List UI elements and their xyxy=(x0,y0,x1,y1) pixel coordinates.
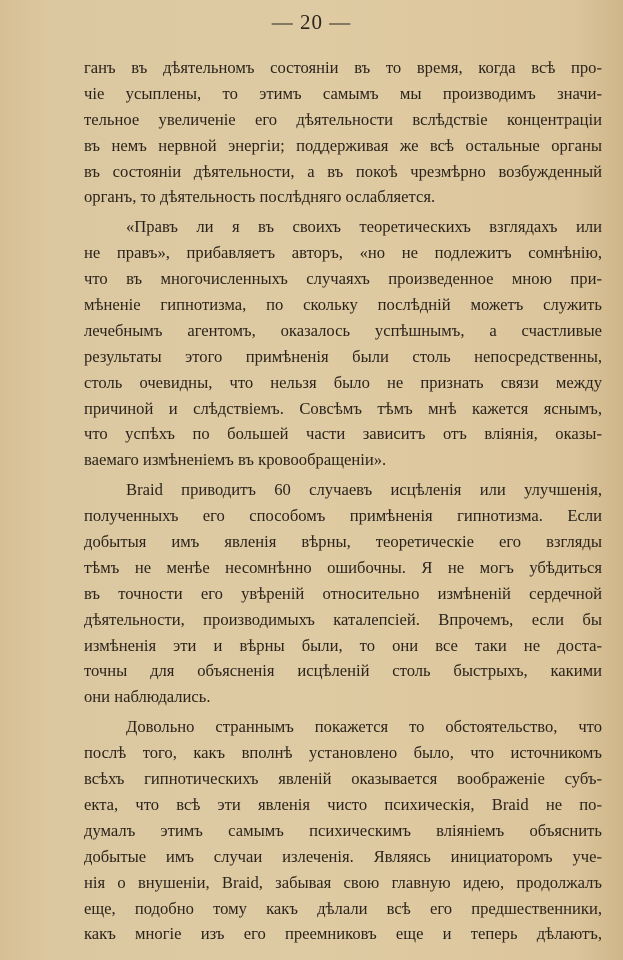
text-line: какъ многiе изъ его преемниковъ еще и теперь дѣлаютъ, xyxy=(84,924,602,944)
text-line: еще, подобно тому какъ дѣлали всѣ его предшественники, xyxy=(84,898,602,918)
text-line: измѣненiя эти и вѣрны были, то они все таки не доста- xyxy=(84,635,602,655)
text-line: добытые имъ случаи излеченiя. Являясь инициаторомъ уче- xyxy=(84,846,602,866)
text-line: что успѣхъ по большей части зависитъ отъ влiянiя, оказы- xyxy=(84,424,602,444)
text-line: не правъ», прибавляетъ авторъ, «но не подлежитъ сомнѣнiю, xyxy=(84,243,602,263)
paragraph-4 xyxy=(84,714,602,947)
text-line: думалъ этимъ самымъ психическимъ влiянiемъ объяснить xyxy=(84,820,602,840)
text-line: лечебнымъ агентомъ, оказалось успѣшнымъ, а счастливые xyxy=(84,320,602,340)
text-line: Braid приводитъ 60 случаевъ исцѣленiя или улучшенiя, xyxy=(126,480,602,500)
text-line: чiе усыплены, то этимъ самымъ мы производимъ значи- xyxy=(84,83,602,103)
text-line: въ состоянiи дѣятельности, а въ покоѣ чрезмѣрно возбужденный xyxy=(84,161,602,181)
text-line: тельное увеличенiе его дѣятельности вслѣдствiе концентрацiи xyxy=(84,109,602,129)
text-line: Довольно страннымъ покажется то обстоятельство, что xyxy=(126,717,602,737)
text-line: причиной и слѣдствiемъ. Совсѣмъ тѣмъ мнѣ кажется яснымъ, xyxy=(84,398,602,418)
page-number: — 20 — xyxy=(271,10,352,34)
text-line: добытыя имъ явленiя вѣрны, теоретическiе его взгляды xyxy=(84,532,602,552)
text-line: столь очевидны, что нельзя было не признать связи между xyxy=(84,372,602,392)
paragraph-3 xyxy=(84,477,602,710)
text-line: въ немъ нервной энергiи; поддерживая же всѣ остальные органы xyxy=(84,135,602,155)
text-line: «Правъ ли я въ своихъ теоретическихъ взглядахъ или xyxy=(126,217,602,237)
paragraph-2 xyxy=(84,214,602,473)
text-line: нiя о внушенiи, Braid, забывая свою главную идею, продолжалъ xyxy=(84,872,602,892)
text-line: что въ многочисленныхъ случаяхъ произведенное мною при- xyxy=(84,269,602,289)
text-line: тѣмъ не менѣе несомнѣнно ошибочны. Я не могъ убѣдиться xyxy=(84,557,602,577)
text-line: дѣятельности, производимыхъ каталепсiей. Впрочемъ, если бы xyxy=(84,609,602,629)
text-line: въ точности его увѣренiй относительно измѣненiй сердечной xyxy=(84,583,602,603)
text-line: послѣ того, какъ вполнѣ установлено было, что источникомъ xyxy=(84,743,602,763)
text-line: результаты этого примѣненiя были столь непосредственны, xyxy=(84,346,602,366)
text-line: органъ, то дѣятельность послѣдняго ослабляется. xyxy=(84,187,436,207)
body-text xyxy=(84,55,602,947)
text-line: мѣненiе гипнотизма, по скольку послѣднiй можетъ служить xyxy=(84,295,602,315)
text-line: ганъ въ дѣятельномъ состоянiи въ то время, когда всѣ про- xyxy=(84,58,602,77)
text-line: ваемаго измѣненiемъ въ кровообращенiи». xyxy=(84,450,387,470)
text-line: точны для объясненiя исцѣленiй столь быстрыхъ, какими xyxy=(84,661,602,681)
text-line: екта, что всѣ эти явленiя чисто психическiя, Braid не по- xyxy=(84,794,602,814)
text-line: полученныхъ его способомъ примѣненiя гипнотизма. Если xyxy=(84,506,602,526)
text-line: всѣхъ гипнотическихъ явленiй оказывается воображенiе субъ- xyxy=(84,769,602,789)
paragraph-1 xyxy=(84,55,602,210)
text-line: они наблюдались. xyxy=(84,687,211,707)
